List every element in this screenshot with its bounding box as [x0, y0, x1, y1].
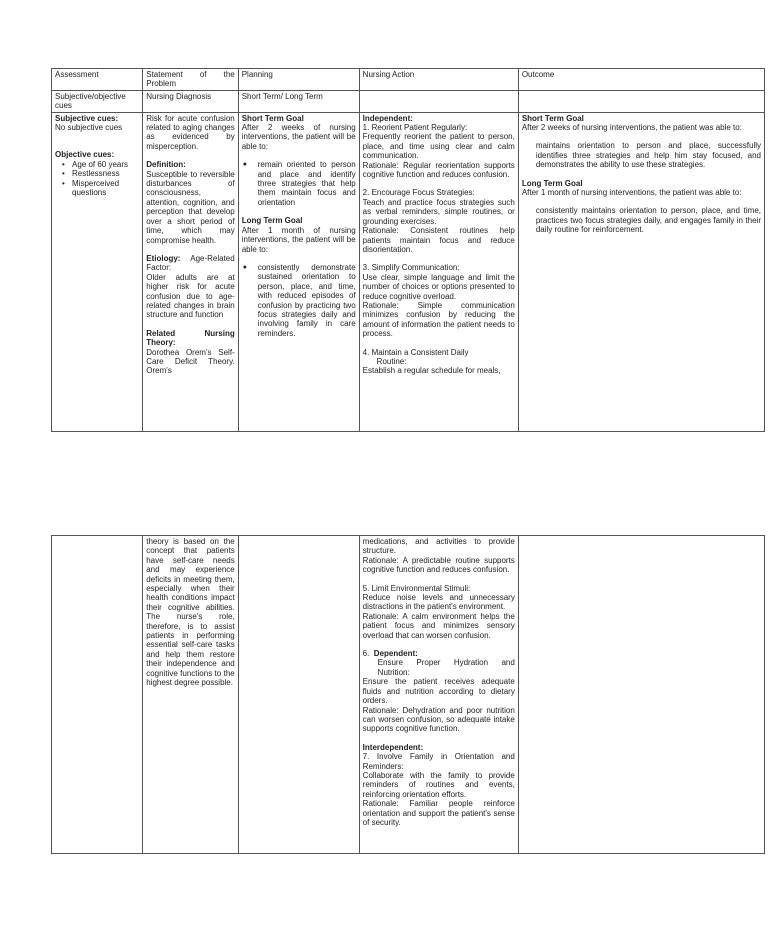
action-4-text-part-2: medications, and activities to provide structure. — [362, 537, 515, 556]
planning-short-term-item: ● remain oriented to person and place and identify three strategies that help them maintain focus and orientation — [242, 160, 356, 207]
diagnosis-cell — [143, 112, 238, 431]
nursing-action-cell-cont — [359, 536, 518, 854]
action-4-text-part-1: Establish a regular schedule for meals, — [362, 366, 501, 376]
action-6-text: Ensure the patient receives adequate fluids and nutrition according to dietary orders. — [362, 677, 515, 706]
subheader-planning: Short Term/ Long Term — [238, 90, 359, 112]
planning-cell-cont — [238, 536, 359, 854]
action-4-rationale: Rationale: A predictable routine supports cognitive function and reduces confusion. — [362, 555, 515, 575]
action-2-rationale: Rationale: Consistent routines help patients maintain focus and reduce disorientation. — [362, 226, 515, 254]
subjective-cues-title: Subjective cues: — [55, 113, 119, 123]
action-3-title: 3. Simplify Communication: — [362, 263, 460, 273]
action-6-rationale: Rationale: Dehydration and poor nutrition can worsen confusion, so adequate intake supports cognitive function. — [362, 705, 515, 734]
etiology-text: Age-Related Factor: — [146, 253, 235, 273]
action-5-text: Reduce noise levels and unnecessary distractions in the patient's environment. — [362, 593, 515, 612]
outcome-long-term-text: consistently maintains orientation to person, place, and time, practices two focus strategies daily, and engages family in their daily routine for reinforcement. — [535, 206, 761, 235]
action-4-title: 4. Maintain a Consistent Daily — [362, 347, 469, 357]
action-3-rationale: Rationale: Simple communication minimizes confusion by reducing the amount of information the patient needs to process. — [362, 300, 515, 339]
etiology-detail: Older adults are at higher risk for acute confusion due to age-related changes in brain structure and function — [146, 272, 235, 320]
diagnosis-statement: Risk for acute confusion related to aging changes as evidenced by misperception. — [146, 113, 235, 151]
subheader-row — [52, 90, 765, 112]
action-1-text: Frequently reorient the patient to person, place, and time using clear and calm communication. — [362, 132, 515, 161]
planning-long-term-intro: After 1 month of nursing interventions, the patient will be able to: — [241, 225, 356, 254]
subheader-outcome — [518, 90, 764, 112]
header-planning: Planning — [238, 69, 359, 91]
action-3-text: Use clear, simple language and limit the number of choices or options presented to reduce cognitive overload. — [362, 272, 515, 301]
etiology-title: Etiology: — [146, 253, 181, 263]
theory-text-part-2: theory is based on the concept that patients have self-care needs and may experience deficits in meeting them, especially when their health conditions impact their cognitive abilities. The nurse's role, therefore, is to assist patients in performing essential self-care tasks and help them restore their independence and cognitive functions to the highest degree possible. — [146, 537, 235, 688]
action-7-title: 7. Involve Family in Orientation and Reminders: — [362, 752, 515, 771]
header-nursing-action: Nursing Action — [359, 69, 518, 91]
action-1-rationale: Rationale: Regular reorientation supports cognitive function and reduces confusion. — [362, 160, 515, 180]
action-6-number: 6. — [362, 649, 370, 659]
header-row — [52, 69, 765, 91]
care-plan-table-page-2 — [51, 535, 765, 854]
subheader-statement: Nursing Diagnosis — [143, 90, 238, 112]
action-7-rationale: Rationale: Familiar people reinforce orientation and support the patient's sense of security. — [362, 799, 515, 827]
assessment-cell — [52, 112, 143, 431]
action-7-text: Collaborate with the family to provide reminders of routines and events, reinforcing orientation efforts. — [362, 770, 515, 799]
outcome-short-term-text: maintains orientation to person and place, successfully identifies three strategies and help him stay focused, and demonstrates the ability to use these strategies. — [535, 141, 761, 170]
planning-short-term-intro: After 2 weeks of nursing interventions, the patient will be able to: — [241, 123, 356, 151]
planning-short-term-list — [242, 160, 356, 207]
header-outcome: Outcome — [518, 69, 764, 91]
objective-cues-list — [55, 160, 139, 198]
action-6-title: Ensure Proper Hydration and Nutrition: — [377, 658, 515, 677]
objective-cue-item: • Restlessness — [55, 169, 139, 178]
theory-text-part-1: Dorothea Orem's Self-Care Deficit Theory. Orem's — [146, 347, 235, 376]
theory-title: Related Nursing Theory: — [146, 328, 235, 348]
definition-text: Susceptible to reversible disturbances of consciousness, attention, cognition, and perception that develop over a short period of time, which may compromise health. — [146, 169, 235, 245]
subheader-nursing-action — [359, 90, 518, 112]
header-statement: Statement of the Problem — [143, 69, 238, 91]
action-5-rationale: Rationale: A calm environment helps the patient focus and minimizes sensory overload that can worsen confusion. — [362, 611, 515, 640]
objective-cue-item: • Misperceived questions — [55, 179, 139, 198]
diagnosis-cell-cont — [143, 536, 238, 854]
objective-cues-title: Objective cues: — [55, 150, 115, 160]
outcome-cell — [518, 112, 764, 431]
care-plan-table-page-1 — [51, 68, 765, 432]
planning-short-term-title: Short Term Goal — [241, 113, 304, 123]
outcome-long-term-intro: After 1 month of nursing interventions, the patient was able to: — [521, 188, 742, 198]
outcome-long-term-title: Long Term Goal — [521, 178, 583, 188]
definition-title: Definition: — [146, 160, 186, 170]
planning-long-term-list — [242, 263, 356, 338]
outcome-cell-cont — [518, 536, 764, 854]
action-4-title-cont: Routine: — [376, 356, 407, 366]
independent-label: Independent: — [362, 113, 413, 123]
planning-long-term-item: ● consistently demonstrate sustained orientation to person, place, and time, with reduced episodes of confusion by practicing two focus strategies daily and involving family in care reminders. — [242, 263, 356, 338]
objective-cue-item: • Age of 60 years — [55, 160, 139, 169]
subheader-assessment: Subjective/objective cues — [52, 90, 143, 112]
outcome-short-term-title: Short Term Goal — [521, 113, 584, 123]
header-assessment: Assessment — [52, 69, 143, 91]
content-row — [52, 112, 765, 431]
assessment-cell-cont — [52, 536, 143, 854]
action-2-text: Teach and practice focus strategies such as verbal reminders, simple routines, or grounding exercises. — [362, 197, 515, 226]
nursing-action-cell — [359, 112, 518, 431]
action-1-title: 1. Reorient Patient Regularly: — [362, 123, 468, 133]
planning-long-term-title: Long Term Goal — [241, 216, 303, 226]
action-2-title: 2. Encourage Focus Strategies: — [362, 188, 475, 198]
planning-cell — [238, 112, 359, 431]
interdependent-label: Interdependent: — [362, 742, 424, 752]
subjective-cues-text: No subjective cues — [55, 123, 123, 133]
outcome-short-term-intro: After 2 weeks of nursing interventions, the patient was able to: — [521, 123, 742, 133]
dependent-label: Dependent: — [373, 649, 418, 659]
action-5-title: 5. Limit Environmental Stimuli: — [362, 583, 471, 593]
continuation-row — [52, 536, 765, 854]
